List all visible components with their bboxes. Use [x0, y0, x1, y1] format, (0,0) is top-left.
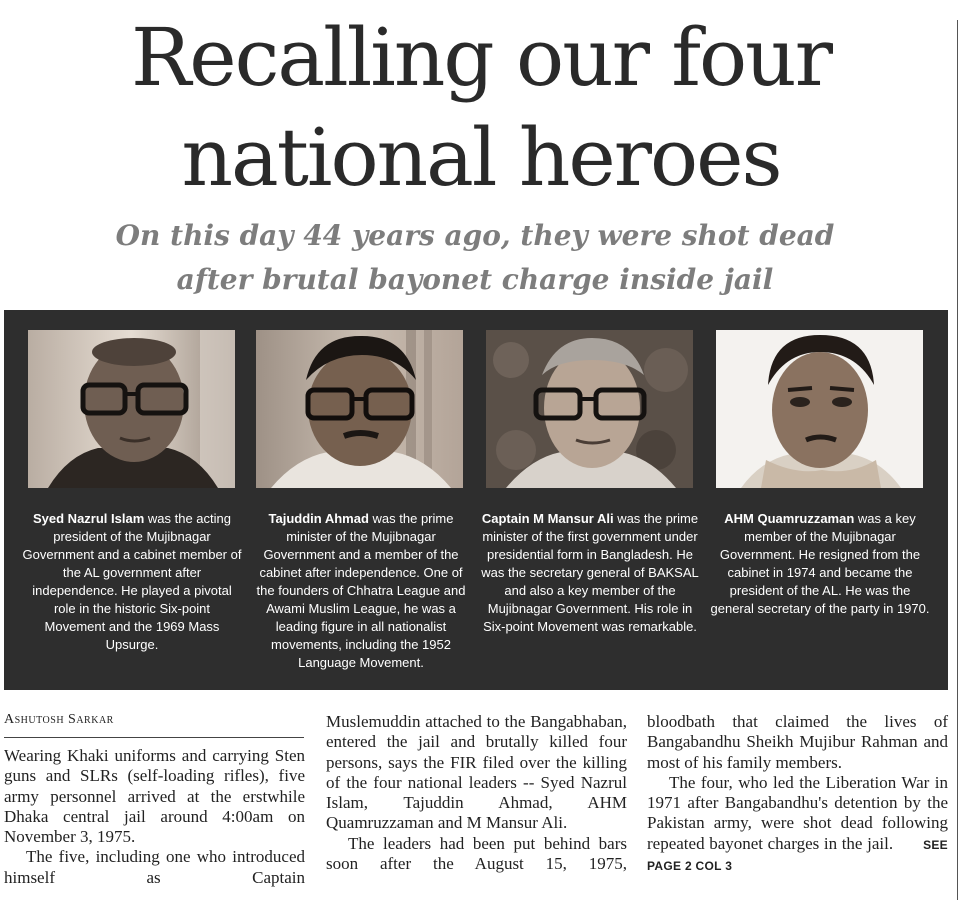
- leader-description: was a key member of the Mujibnagar Government. He resigned from the cabinet in 1974 and became the president of the AL. He was the general secretary of the party in 1970.: [710, 511, 930, 616]
- leader-description: was the prime minister of the first government under presidential form in Bangladesh. He was the secretary general of BAKSAL and also a key member of the Mujibnagar Government. His role in Six-point Movement was remarkable.: [481, 511, 699, 634]
- leaders-panel: [4, 310, 948, 690]
- caption-syed-nazrul-islam: [22, 510, 242, 654]
- caption-captain-m-mansur-ali: [480, 510, 700, 636]
- byline-rule: [4, 737, 304, 738]
- article-column-2: [326, 712, 627, 874]
- byline: Ashutosh Sarkar: [4, 712, 114, 727]
- article-column-3: [647, 712, 948, 876]
- article-paragraph: Muslemuddin attached to the Bangabhaban, entered the jail and brutally killed four persons, says the FIR filed over the killing of the four national leaders -- Syed Nazrul Islam, Tajuddin Ahmad, AHM Quamruzzaman and M Mansur Ali.: [326, 712, 627, 833]
- article-paragraph: [647, 773, 948, 876]
- continued-on-page-link[interactable]: SEE PAGE 2 COL 3: [647, 837, 948, 874]
- leader-name: Tajuddin Ahmad: [268, 511, 369, 526]
- leader-name: AHM Quamruzzaman: [724, 511, 855, 526]
- article-paragraph: The five, including one who introduced himself as Captain: [4, 847, 305, 887]
- leader-description: was the acting president of the Mujibnagar Government and a cabinet member of the AL government after independence. He played a pivotal role in the historic Six-point Movement and the 1969 Mass Upsurge.: [22, 511, 242, 652]
- article-column-1: [4, 746, 305, 888]
- portrait-ahm-quamruzzaman: [716, 330, 923, 488]
- caption-ahm-quamruzzaman: [710, 510, 930, 618]
- subheadline: [0, 214, 950, 302]
- subheadline-line-2: after brutal bayonet charge inside jail: [176, 263, 774, 296]
- headline: [0, 8, 962, 208]
- portrait-captain-m-mansur-ali: [486, 330, 693, 488]
- subheadline-line-1: On this day 44 years ago, they were shot dead: [115, 219, 835, 252]
- headline-line-1: Recalling our four: [131, 11, 831, 104]
- caption-tajuddin-ahmad: [251, 510, 471, 672]
- article-paragraph: The leaders had been put behind bars soon after the August 15, 1975,: [326, 833, 627, 874]
- portrait-tajuddin-ahmad: [256, 330, 463, 488]
- article-paragraph: Wearing Khaki uniforms and carrying Sten guns and SLRs (self-loading rifles), five army personnel arrived at the erstwhile Dhaka central jail around 4:00am on November 3, 1975.: [4, 746, 305, 847]
- leader-name: Syed Nazrul Islam: [33, 511, 145, 526]
- article-text: The four, who led the Liberation War in 1971 after Bangabandhu's detention by the Pakistan army, were shot dead following repeated bayonet charges in the jail.: [647, 772, 948, 853]
- leader-name: Captain M Mansur Ali: [481, 511, 614, 526]
- headline-line-2: national heroes: [181, 111, 781, 204]
- leader-description: was the prime minister of the Mujibnagar Government and a member of the cabinet after independence. One of the founders of Chhatra League and Awami Muslim League, he was a leading figure in all nationalist movements, including the 1952 Language Movement.: [256, 511, 466, 670]
- portrait-syed-nazrul-islam: [28, 330, 235, 488]
- article-paragraph: bloodbath that claimed the lives of Bangabandhu Sheikh Mujibur Rahman and most of his family members.: [647, 712, 948, 772]
